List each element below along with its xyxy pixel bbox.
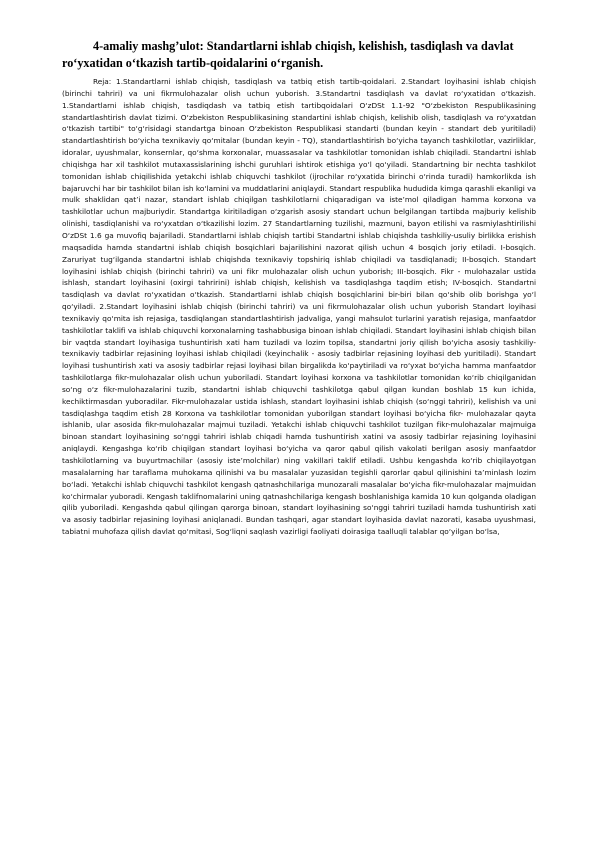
document-page <box>62 38 536 538</box>
document-title: 4-amaliy mashg’ulot: Standartlarni ishlab chiqish, kelishish, tasdiqlash va davlat ro‘yxatidan o‘tkazish tartib-qoidalarini o‘rganish. <box>62 39 514 70</box>
document-body: Reja: 1.Standartlarni ishlab chiqish, tasdiqlash va tatbiq etish tartib-qoidalari. 2.Standart loyihasini ishlab chiqish (birinchi tahriri) va uni fikrmulohazalar olish uchun yuborish. 3.Standartni tasdiqlash va davlat ro‘yxatidan o‘tkazish. 1.Standartlarni ishlab chiqish, tasdiqdash va tatbiq etish tartibqoidalari O‘zDSt 1.1-92 "O‘zbekiston Respublikasining standartlashtirish davlat tizimi. O‘zbekiston Respublikasining standartini ishlab chiqish, kelishib olish, tasdiqlash va ro‘yxatdan o‘tkazish tartibi" to‘g‘risidagi standartga binoan O‘zbekiston Respublikasi standarti (bundan keyin - standart deb yuritiladi) standartlashtirish bo‘yicha texnikaviy qo‘mitalar (bundan keyin - TQ), standartlashtirish bo‘yicha tayanch tashkilotlar, vazirliklar, idoralar, uyushmalar, konsernlar, qo‘shma korxonalar, muassasalar va tashkilotlar tomonidan ishlab chiqiladi. Standartni ishlab chiqishga har xil tashkilot mutaxassislarining ishchi guruhlari ishtirok etishiga yo‘l qo‘yiladi. Standartning bir nechta tashkilot tomonidan ishlab chiqilishida yetakchi ishlab chiquvchi tashkilot (ijrochilar ro‘yxatida birinchi o‘rinda turadi) hamkorlikda ish bajaruvchi har bir tashkilot bilan ish ko‘lamini va muddatlarini aniqlaydi. Standart respublika hududida kimga qarashli ekanligi va mulk shaklidan qat’i nazar, standart ishlab chiqilgan tashkilotlarni chiqaradigan va iste’mol qiladigan hamma korxona va tashkilotlar uchun majburiydir. Standartga kiritiladigan o‘zgarish asosiy standart uchun belgilangan tartibda majburiy kelishib olinishi, tasdiqlanishi va ro‘yxatdan o‘tkazilishi lozim. 27 Standartlarning tuzilishi, mazmuni, bayon etilishi va rasmiylashtirilishi O‘zDSt 1.6 ga muvofiq bajariladi. Standartlarni ishlab chiqish tartibi Standartni ishlab chiqishda tashkiliy-usuliy birlikka erishish maqsadida hamda standartni ishlab chiqish bosqichlari bajarilishini nazorat qilish uchun 4 bosqich joriy etiladi. I-bosqich. Zaruriyat tug‘ilganda standartni ishlab chiqishda texnikaviy topshiriq ishlab chiqiladi va tasdiqlanadi; II-bosqich. Standart loyihasini ishlab chiqish (birinchi tahriri) va uni fikr mulohazalar olish uchun yuborish; III-bosqich. Fikr - mulohazalar ustida ishlash, standart loyihasini (oxirgi tahririni) ishlab chiqish, kelishish va tasdiqlashga taqdim etish; IV-bosqich. Standartni tasdiqlash va davlat ro‘yxatidan o‘tkazish. Standartlarni ishlab chiqish bosqichlarini bir-biri bilan qo‘shib olib borishga yo‘l qo‘yiladi. 2.Standart loyihasini ishlab chiqish (birinchi tahriri) va uni fikrmulohazalar olish uchun yuborish Standart loyihasi texnikaviy qo‘mita ish rejasiga, tasdiqlangan standartlashtirish jadvaliga, yangi mahsulot turlarini yaratish rejasiga, manfaatdor tashkilotlar taklifi va ishlab chiquvchi korxonalarning tashabbusiga binoan ishlab chiqiladi. Standart loyihasini ishlab chiqish bilan bir vaqtda standart loyihasiga tushuntirish xati ham tuziladi va lozim topilsa, standartni joriy qilish bo‘yicha asosiy tashkiliy-texnikaviy tadbirlar rejasining loyihasi ishlab chiqiladi (keyinchalik - asosiy tadbirlar rejasining loyihasi deb yuritiladi). Standart loyihasi tushuntirish xati va asosiy tadbirlar rejasi loyihasi bilan birgalikda ko‘paytiriladi va ro‘yxat bo‘yicha hamma manfaatdor tashkilotlarga fikr-mulohazalar olish uchun yuboriladi. Standart loyihasi korxona va tashkilotlar tomonidan ko‘rib chiqilganidan so‘ng o‘z fikr-mulohazalarini tuzib, standartni ishlab chiquvchi tashkilotga qabul qilgan kundan boshlab 15 kun ichida, kechiktirmasdan yuboradilar. Fikr-mulohazalar ustida ishlash, standart loyihasini ishlab chiqish (so‘nggi tahriri), kelishish va uni tasdiqlashga taqdim etish 28 Korxona va tashkilotlar tomonidan yuborilgan standart loyihasi bo‘yicha fikr- mulohazalar qayta ishlanib, ular asosida fikr-mulohazalar majmui tuziladi. Yetakchi ishlab chiquvchi tashkilot tuzilgan fikr-mulohazalar majmuiga binoan standart loyihasining so‘nggi tahriri ishlab chiqadi hamda tushuntirish xatini va asosiy tadbirlar rejasining loyihasini aniqlaydi. Kengashga ko‘rib chiqilgan standart loyihasi bo‘yicha va qaror qabul qilish vakolati berilgan asosiy manfaatdor tashkilotlarning va buyurtmachilar (asosiy iste’molchilar) ning vakillari taklif etiladi. Ushbu kengashda ko‘rib chiqilayotgan masalalarning har taraflama muhokama qilinishi va bu masalalar yuzasidan tegishli qarorlar qabul qilinishini ta’minlash lozim bo‘ladi. Yetakchi ishlab chiquvchi tashkilot kengash qatnashchilariga munozarali masalalar bo‘yicha fikr-mulohazalar majmuidan ko‘chirmalar yuboradi. Kengash taklifnomalarini uning qatnashchilariga kengash boshlanishiga kamida 10 kun qolganda oladigan qilib yuboriladi. Kengashda qabul qilingan qarorga binoan, standart loyihasining so‘nggi tahriri tuziladi hamda tushuntirish xati va asosiy tadbirlar rejasining loyihasi aniqlanadi. Bundan tashqari, agar standart loyihasida davlat nazorati, kasaba uyushmasi, tabiatni muhofaza qilish davlat qo‘mitasi, Sog‘liqni saqlash vazirligi faoliyati doirasiga taalluqli talablar qo‘yilgan bo‘lsa, <box>62 77 536 537</box>
